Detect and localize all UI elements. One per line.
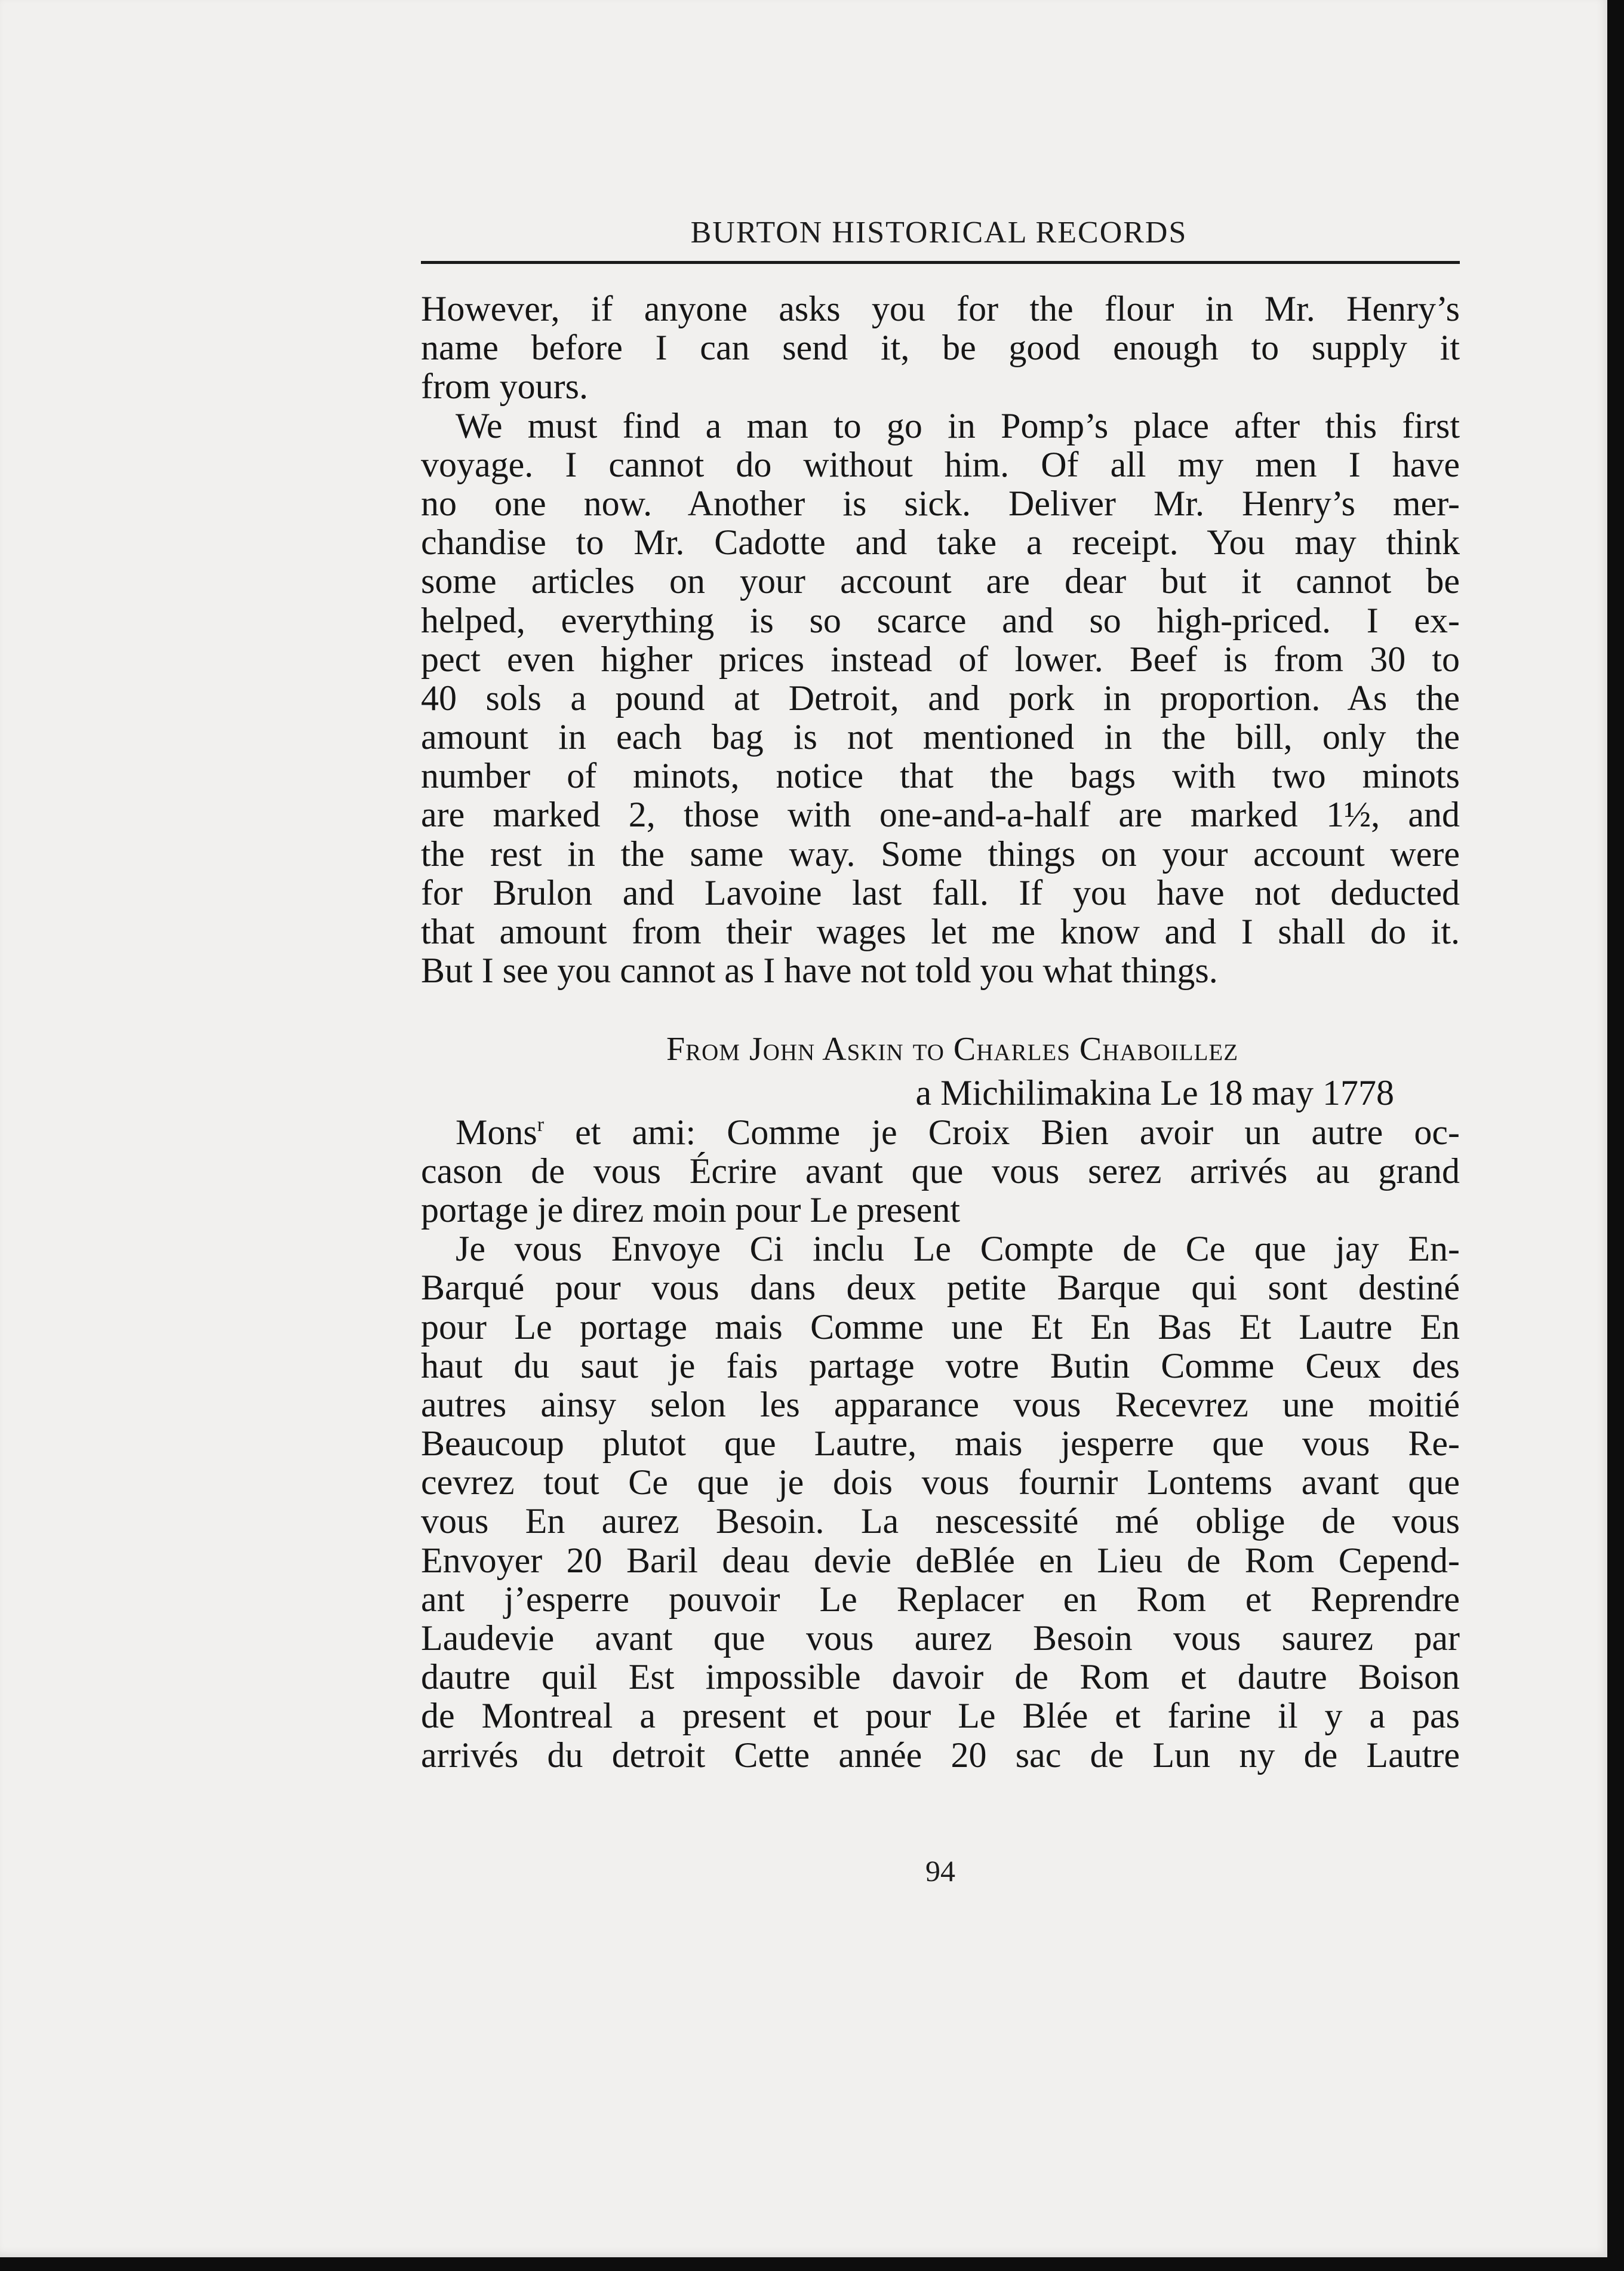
body-text — [421, 290, 1460, 1775]
heading-to: to — [912, 1031, 945, 1068]
text-line: cevrez tout Ce que je dois vous fournir Lontems avant que — [421, 1462, 1460, 1502]
salutation-rest: et ami: Comme je Croix Bien avoir un autre oc- — [544, 1112, 1460, 1152]
text-line: Barqué pour vous dans deux petite Barque qui sont destiné — [421, 1268, 1460, 1308]
text-line: However, if anyone asks you for the flour in Mr. Henry’s — [421, 289, 1460, 328]
text-line: some articles on your account are dear but it cannot be — [421, 561, 1460, 601]
text-line: amount in each bag is not mentioned in the bill, only the — [421, 717, 1460, 757]
text-line: the rest in the same way. Some things on your account were — [421, 834, 1460, 874]
heading-recipient: Charles Chaboillez — [953, 1031, 1239, 1068]
text-line: for Brulon and Lavoine last fall. If you have not deducted — [421, 872, 1460, 912]
header-rule — [421, 261, 1460, 264]
text-line: chandise to Mr. Cadotte and take a receipt. You may think — [421, 523, 1460, 563]
text-line: arrivés du detroit Cette année 20 sac de Lun ny de Lautre — [421, 1735, 1460, 1775]
text-line: ant j’esperre pouvoir Le Replacer en Rom et Reprendre — [421, 1579, 1460, 1619]
text-line: cason de vous Écrire avant que vous serez arrivés au grand — [421, 1151, 1460, 1191]
text-line: pour Le portage mais Comme une Et En Bas Et Lautre En — [421, 1307, 1460, 1347]
text-line: Laudevie avant que vous aurez Besoin vous saurez par — [421, 1618, 1460, 1658]
text-line: portage je direz moin pour Le present — [421, 1190, 960, 1230]
text-line: vous En aurez Besoin. La nescessité mé oblige de vous — [421, 1501, 1460, 1541]
heading-sender: John Askin — [749, 1031, 904, 1068]
text-line: But I see you cannot as I have not told you what things. — [421, 951, 1218, 991]
text-line: 40 sols a pound at Detroit, and pork in proportion. As the — [421, 678, 1460, 718]
text-line — [421, 1113, 1460, 1152]
text-line: from yours. — [421, 367, 588, 407]
running-head: BURTON HISTORICAL RECORDS — [690, 216, 1188, 250]
text-line: We must find a man to go in Pomp’s place after this first — [456, 405, 1460, 445]
salutation-superscript: r — [537, 1113, 545, 1136]
text-line: de Montreal a present et pour Le Blée et farine il y a pas — [421, 1696, 1460, 1736]
text-line: number of minots, notice that the bags with two minots — [421, 756, 1460, 796]
heading-from: From — [666, 1031, 740, 1068]
page-number: 94 — [925, 1854, 955, 1888]
text-line: autres ainsy selon les apparance vous Recevrez une moitié — [421, 1384, 1460, 1424]
text-line: name before I can send it, be good enough to supply it — [421, 328, 1460, 368]
text-line: Je vous Envoye Ci inclu Le Compte de Ce que jay En- — [456, 1229, 1460, 1269]
text-line: Envoyer 20 Baril deau devie deBlée en Lieu de Rom Cepend- — [421, 1540, 1460, 1580]
text-line: are marked 2, those with one-and-a-half are marked 1½, and — [421, 795, 1460, 835]
letter-dateline: a Michilimakina Le 18 may 1778 — [915, 1073, 1394, 1113]
letter-heading — [421, 1025, 1460, 1074]
text-line: helped, everything is so scarce and so high-priced. I ex- — [421, 600, 1460, 640]
text-line: Beaucoup plutot que Lautre, mais jesperre que vous Re- — [421, 1424, 1460, 1464]
text-line: pect even higher prices instead of lower. Beef is from 30 to — [421, 639, 1460, 679]
text-line: haut du saut je fais partage votre Butin Comme Ceux des — [421, 1345, 1460, 1385]
salutation: Mons — [456, 1112, 537, 1152]
text-line: dautre quil Est impossible davoir de Rom et dautre Boison — [421, 1657, 1460, 1697]
text-line: that amount from their wages let me know and I shall do it. — [421, 912, 1460, 951]
text-line: voyage. I cannot do without him. Of all my men I have — [421, 444, 1460, 484]
text-line: no one now. Another is sick. Deliver Mr. Henry’s mer- — [421, 483, 1460, 523]
